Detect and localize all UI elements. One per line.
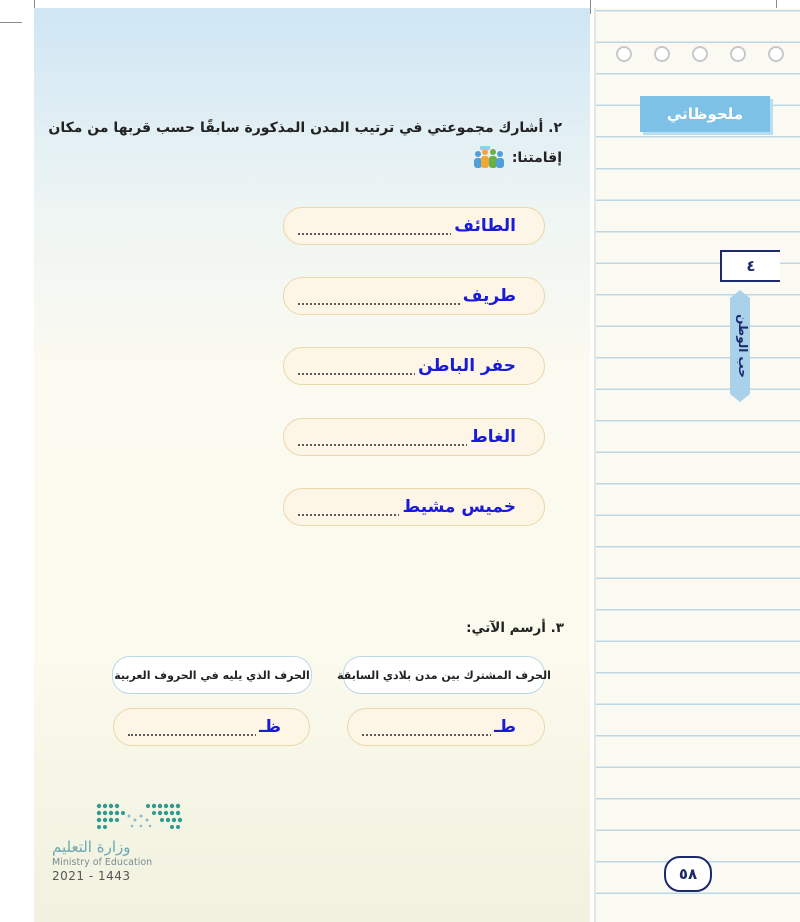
edition-year: 2021 - 1443	[52, 869, 131, 883]
city-name: حفر الباطن	[415, 358, 516, 375]
next-letter-answer[interactable]	[113, 708, 310, 746]
city-answer-2[interactable]	[283, 277, 545, 315]
city-answer-5[interactable]	[283, 488, 545, 526]
city-answer-1[interactable]	[283, 207, 545, 245]
binder-hole	[654, 46, 670, 62]
question-3-text: ٣. أرسم الآتي:	[466, 620, 564, 636]
notes-column	[594, 8, 800, 922]
letter-answer: طـ	[491, 719, 516, 736]
crop-mark	[590, 0, 591, 14]
crop-mark	[0, 22, 22, 23]
ministry-name-english: Ministry of Education	[52, 857, 153, 868]
ministry-name-arabic: وزارة التعليم	[52, 838, 131, 856]
binder-hole	[730, 46, 746, 62]
question-2-line2: إقامتنا:	[511, 150, 562, 166]
common-letter-answer[interactable]	[347, 708, 545, 746]
group-work-icon	[472, 146, 506, 170]
binder-holes	[616, 46, 786, 66]
chapter-number: ٤	[720, 250, 780, 282]
binder-hole	[692, 46, 708, 62]
city-answer-3[interactable]	[283, 347, 545, 385]
city-answer-4[interactable]	[283, 418, 545, 456]
city-name: الغاط	[467, 429, 516, 446]
page-number: ٥٨	[664, 856, 712, 892]
city-name: الطائف	[451, 218, 516, 235]
ministry-logo-icon	[96, 802, 186, 832]
next-letter-label: الحرف الذي يليه في الحروف العربية	[112, 656, 312, 694]
binder-hole	[768, 46, 784, 62]
chapter-title: حب الوطن	[736, 314, 750, 378]
binder-hole	[616, 46, 632, 62]
city-name: طريف	[460, 288, 516, 305]
notes-header: ملحوظاتي	[640, 96, 770, 132]
city-name: خميس مشيط	[399, 499, 516, 516]
letter-answer: ظـ	[256, 719, 281, 736]
question-2-text: ٢. أشارك مجموعتي في ترتيب المدن المذكورة سابقًا حسب قربها من مكان	[48, 120, 562, 136]
common-letter-label: الحرف المشترك بين مدن بلادي السابقة	[343, 656, 545, 694]
question-2-continuation	[472, 146, 562, 170]
